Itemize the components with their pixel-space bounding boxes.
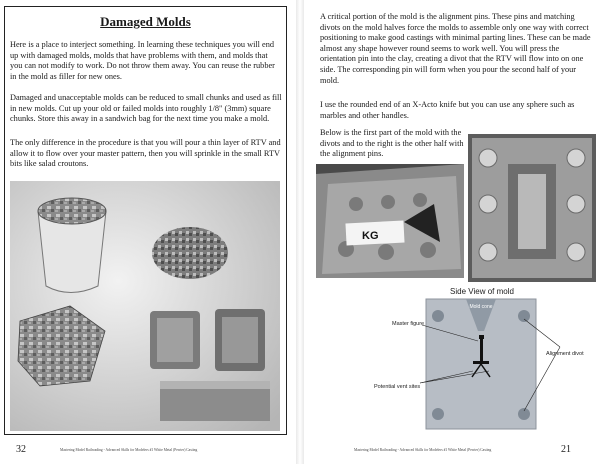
rtv-chunks-photo	[10, 181, 280, 431]
right-page	[304, 0, 600, 464]
side-view-diagram	[364, 283, 600, 433]
left-page	[0, 0, 296, 464]
page-number: 32	[16, 444, 26, 455]
section-title: Damaged Molds	[100, 14, 191, 29]
mold-divots-photo	[316, 164, 464, 278]
mold-block-right	[215, 309, 265, 371]
svg-text:Alignment divot	[546, 351, 584, 357]
alignment-pins-paragraph: A critical portion of the mold is the alignment pins. These pins and matching divots on the mold halves force the molds to assemble only one way with correct positioning to make good castings with minimal parting lines. These can be made almost any shape however round seems to work well. You will press the orientation pin into the clay, creating a divot that the RTV will flow into on one side. The corresponding pin will form when you pour the second half of your mold.	[320, 12, 591, 85]
label-tag: KG	[362, 230, 379, 242]
mold-cone-label: Mold cone	[469, 304, 493, 310]
book-gutter	[296, 0, 304, 464]
page-footer: Mastering Model Railroading - Advanced Skills for Modelers #1 White Metal (Pewter) Casting	[60, 448, 198, 452]
vent-sites-label: Potential vent sites	[374, 384, 421, 390]
mold-block-left	[150, 311, 200, 369]
master-figure-label: Master figure	[392, 321, 425, 327]
intro-paragraph: Here is a place to interject something. In learning these techniques you will end up with damaged molds, molds that have problems with them, and molds that you can not modify to work. Do not throw them away. You can reuse the rubber in the mold as filler for new ones.	[10, 40, 275, 81]
chunk-pile	[152, 227, 228, 279]
page-number: 21	[561, 444, 571, 455]
mold-pins-photo	[468, 134, 596, 282]
xacto-paragraph: I use the rounded end of an X-Acto knife but you can use any sphere such as marbles and other handles.	[320, 100, 575, 120]
svg-text:Mold cone	[469, 304, 492, 310]
alignment-divot-label: Alignment divot	[546, 351, 584, 357]
cup-of-chunks	[38, 198, 106, 293]
svg-text:Master figure	[392, 321, 424, 327]
page-footer: Mastering Model Railroading - Advanced Skills for Modelers #1 White Metal (Pewter) Casting	[354, 448, 492, 452]
reuse-paragraph: Damaged and unacceptable molds can be reduced to small chunks and used as fill in new molds. Cut up your old or failed molds into roughly 1/8" (3mm) square chunks. Store this away in a sandwich bag for the next time you make a mold.	[10, 93, 282, 124]
mold-photos-caption: Below is the first part of the mold with the divots and to the right is the other half with the alignment pins.	[320, 128, 464, 159]
rubber-slab	[160, 381, 270, 421]
procedure-paragraph: The only difference in the procedure is that you will pour a thin layer of RTV and allow it to flow over your master pattern, then you will sprinkle in the small RTV bits like salad croutons.	[10, 138, 281, 169]
diagram-title: Side View of mold	[450, 287, 514, 296]
svg-text:Potential vent sites	[374, 384, 420, 390]
